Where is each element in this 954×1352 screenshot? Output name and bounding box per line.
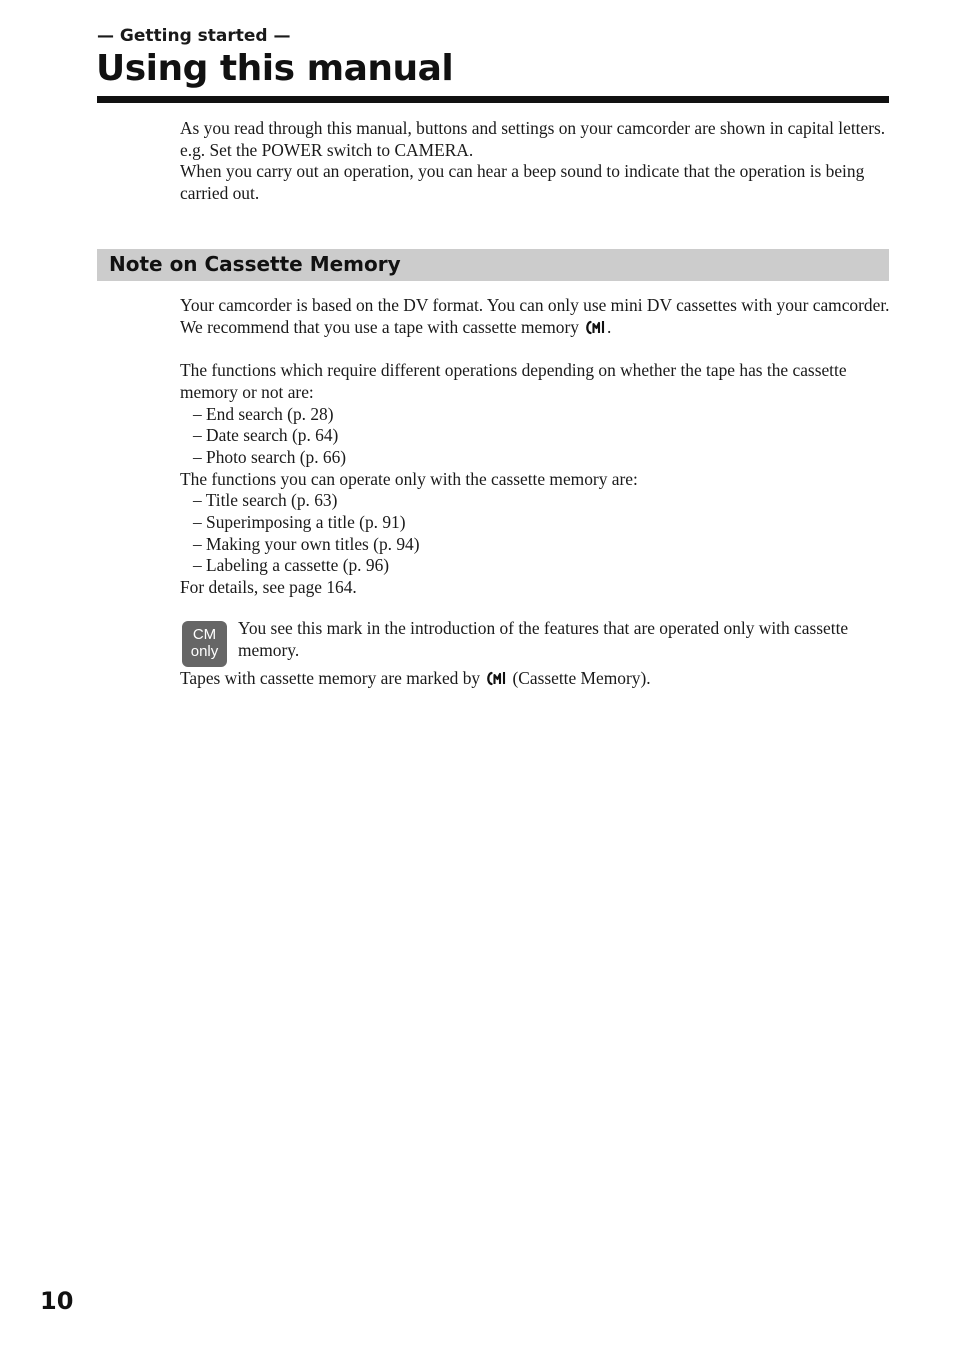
paragraph (180, 295, 890, 338)
intro-example: e.g. Set the POWER switch to CAMERA. (180, 139, 474, 160)
tapes-text: Tapes with cassette memory are marked by (180, 668, 481, 688)
section-label: — Getting started — (97, 26, 291, 46)
intro-line: As you read through this manual, buttons and settings on your camcorder are shown in capital letters. (180, 118, 886, 138)
cassette-memory-section (180, 295, 890, 599)
badge-line: only (190, 643, 219, 660)
cassette-memory-icon (485, 670, 507, 687)
list-item: – Superimposing a title (p. 91) (193, 512, 406, 533)
subheading: Note on Cassette Memory (109, 252, 401, 276)
cm-only-badge (182, 621, 227, 667)
tapes-note (180, 668, 890, 690)
function-list (180, 404, 890, 469)
title-rule (97, 96, 889, 103)
list-item: – Photo search (p. 66) (193, 446, 347, 467)
tapes-text: (Cassette Memory). (512, 668, 651, 688)
paragraph-end: . (606, 316, 612, 337)
badge-line: CM (192, 626, 217, 643)
paragraph: The functions which require different operations depending on whether the tape has the cassette memory or not are: (180, 360, 847, 402)
cassette-memory-icon (584, 319, 606, 336)
list-item: – Making your own titles (p. 94) (193, 533, 420, 554)
list-item: – Labeling a cassette (p. 96) (193, 555, 390, 576)
intro-line: When you carry out an operation, you can hear a beep sound to indicate that the operation is being carried out. (180, 161, 865, 204)
paragraph-text: Your camcorder is based on the DV format. You can only use mini DV cassettes with your camcorder. We recommend that you use a tape with cassette memory (180, 295, 890, 337)
list-item: – Date search (p. 64) (193, 425, 339, 446)
details-reference: For details, see page 164. (180, 577, 357, 598)
intro-block (180, 118, 890, 205)
badge-description: You see this mark in the introduction of the features that are operated only with cassette memory. (238, 618, 849, 660)
cm-only-function-list (180, 490, 890, 577)
list-item: – End search (p. 28) (193, 403, 334, 424)
list-item: – Title search (p. 63) (193, 490, 338, 511)
page-number: 10 (40, 1287, 74, 1315)
paragraph: The functions you can operate only with the cassette memory are: (180, 468, 638, 489)
subheading-bar (97, 249, 889, 281)
page-title: Using this manual (96, 48, 454, 89)
